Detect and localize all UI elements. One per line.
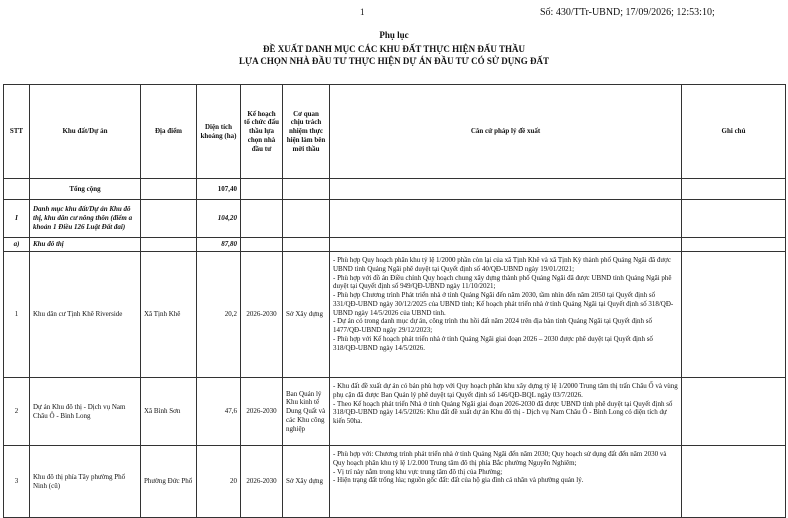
table-header-row (4, 85, 786, 179)
table-row (4, 252, 786, 378)
legal-item: - Theo Kế hoạch phát triển Nhà ở tỉnh Quảng Ngãi giai đoạn 2026-2030 đã được UBND tỉnh phê duyệt tại Quyết định số 318/QĐ-UBND ngày 14/5/2026: Khu đất đề xuất dự án Khu đô thị - Dịch vụ Nam Châu Ô - Bình Long có diện tích dự kiến 50ha. (333, 399, 673, 425)
legal-item: - Phù hợp Chương trình Phát triển nhà ở tỉnh Quảng Ngãi đến năm 2030, tầm nhìn đến năm 2050 tại Quyết định số 331/QĐ-UBND ngày 30/12/2025 của UBND tỉnh; Kế hoạch phát triển nhà ở tỉnh Quảng Ngãi tại Quyết định số 318/QĐ-UBND ngày 14/5/2026 của UBND tỉnh. (333, 291, 674, 317)
document-reference: Số: 430/TTr-UBND; 17/09/2026; 12:53:10; (540, 7, 715, 18)
row-stt: 2 (4, 378, 30, 446)
row-stt: 1 (4, 252, 30, 378)
row-note (682, 378, 786, 446)
subgroup-area: 87,80 (197, 238, 241, 252)
total-area: 107,40 (197, 179, 241, 200)
page-number: 1 (360, 7, 365, 17)
group-name: Danh mục khu đất/Dự án Khu đô thị, khu dân cư nông thôn (điểm a khoản 1 Điều 126 Luật Đất đai) (30, 200, 141, 238)
row-agency: Ban Quản lý Khu kinh tế Dung Quất và các Khu công nghiệp (283, 378, 330, 446)
header-plan: Kế hoạch tổ chức đấu thầu lựa chọn nhà đầu tư (241, 85, 283, 179)
row-agency: Sở Xây dựng (283, 446, 330, 518)
subgroup-name: Khu đô thị (30, 238, 141, 252)
total-label: Tổng cộng (30, 179, 141, 200)
header-agency: Cơ quan chịu trách nhiệm thực hiện làm bên mời thầu (283, 85, 330, 179)
subgroup-stt: a) (4, 238, 30, 252)
row-area: 20,2 (197, 252, 241, 378)
row-legal-basis (330, 446, 682, 518)
appendix-label: Phụ lục (379, 30, 409, 40)
header-note: Ghi chú (682, 85, 786, 179)
row-agency: Sở Xây dựng (283, 252, 330, 378)
legal-item: - Vị trí này nằm trong khu vực trung tâm đô thị của Phường; (333, 467, 503, 476)
header-location: Địa điểm (141, 85, 197, 179)
row-stt: 3 (4, 446, 30, 518)
row-plan: 2026-2030 (241, 252, 283, 378)
group-row (4, 200, 786, 238)
row-plan: 2026-2030 (241, 378, 283, 446)
subgroup-row (4, 238, 786, 252)
project-list-table (3, 84, 786, 518)
document-title-line-2: LỰA CHỌN NHÀ ĐẦU TƯ THỰC HIỆN DỰ ÁN ĐẦU TƯ CÓ SỬ DỤNG ĐẤT (238, 56, 549, 66)
group-area: 104,20 (197, 200, 241, 238)
row-note (682, 446, 786, 518)
row-legal-basis (330, 378, 682, 446)
table-row (4, 378, 786, 446)
legal-item: - Hiện trạng đất trống lúa; nguồn gốc đất: đất của hộ gia đình cá nhân và phường quản lý. (333, 476, 584, 485)
header-stt: STT (4, 85, 30, 179)
row-note (682, 252, 786, 378)
legal-item: - Dự án có trong danh mục dự án, công trình thu hồi đất năm 2024 trên địa bàn tỉnh Quảng Ngãi tại Quyết định số 1477/QĐ-UBND ngày 29/12/2023; (333, 317, 653, 334)
table-row (4, 446, 786, 518)
row-name: Khu đô thị phía Tây phường Phổ Ninh (cũ) (30, 446, 141, 518)
row-name: Dự án Khu đô thị - Dịch vụ Nam Châu Ô - Bình Long (30, 378, 141, 446)
row-area: 20 (197, 446, 241, 518)
header-area: Diện tích khoảng (ha) (197, 85, 241, 179)
total-row (4, 179, 786, 200)
legal-item: - Phù hợp với: Chương trình phát triển nhà ở tỉnh Quảng Ngãi đến năm 2030; Quy hoạch sử dụng đất đến năm 2030 và Quy hoạch phân khu tỷ lệ 1/2.000 Trung tâm đô thị phía Bắc phường Nguyễn Nghiêm; (333, 450, 667, 467)
document-title-line-1: ĐỀ XUẤT DANH MỤC CÁC KHU ĐẤT THỰC HIỆN ĐẤU THẦU (262, 44, 526, 54)
row-legal-basis (330, 252, 682, 378)
row-location: Phường Đức Phổ (141, 446, 197, 518)
row-location: Xã Tịnh Khê (141, 252, 197, 378)
legal-item: - Phù hợp Quy hoạch phân khu tỷ lệ 1/2000 phần còn lại của xã Tịnh Khê và xã Tịnh Kỳ thành phố Quảng Ngãi đã được UBND tỉnh Quảng Ngãi phê duyệt tại Quyết định số 40/QĐ-UBND ngày 19/01/2021; (333, 256, 671, 273)
row-name: Khu dân cư Tịnh Khê Riverside (30, 252, 141, 378)
legal-item: - Phù hợp với đồ án Điều chỉnh Quy hoạch chung xây dựng thành phố Quảng Ngãi đã được UBND tỉnh Quảng Ngãi phê duyệt tại Quyết định số 949/QĐ-UBND ngày 11/10/2021; (333, 273, 672, 291)
legal-item: - Khu đất đề xuất dự án có bản phù hợp với Quy hoạch phân khu xây dựng tỷ lệ 1/2000 Trung tâm thị trấn Châu Ổ và vùng phụ cận đã được Ban Quản lý phê duyệt tại Quyết định số 146/QĐ-BQL ngày 03/7/2026. (333, 382, 678, 399)
row-location: Xã Bình Sơn (141, 378, 197, 446)
row-area: 47,6 (197, 378, 241, 446)
row-plan: 2026-2030 (241, 446, 283, 518)
header-legal: Căn cứ pháp lý đề xuất (330, 85, 682, 179)
legal-item: - Phù hợp với Kế hoạch phát triển nhà ở tỉnh Quảng Ngãi giai đoạn 2026 – 2030 được phê duyệt tại Quyết định số 318/QĐ-UBND ngày 14/5/2026. (333, 334, 653, 352)
group-stt: I (4, 200, 30, 238)
header-name: Khu đất/Dự án (30, 85, 141, 179)
